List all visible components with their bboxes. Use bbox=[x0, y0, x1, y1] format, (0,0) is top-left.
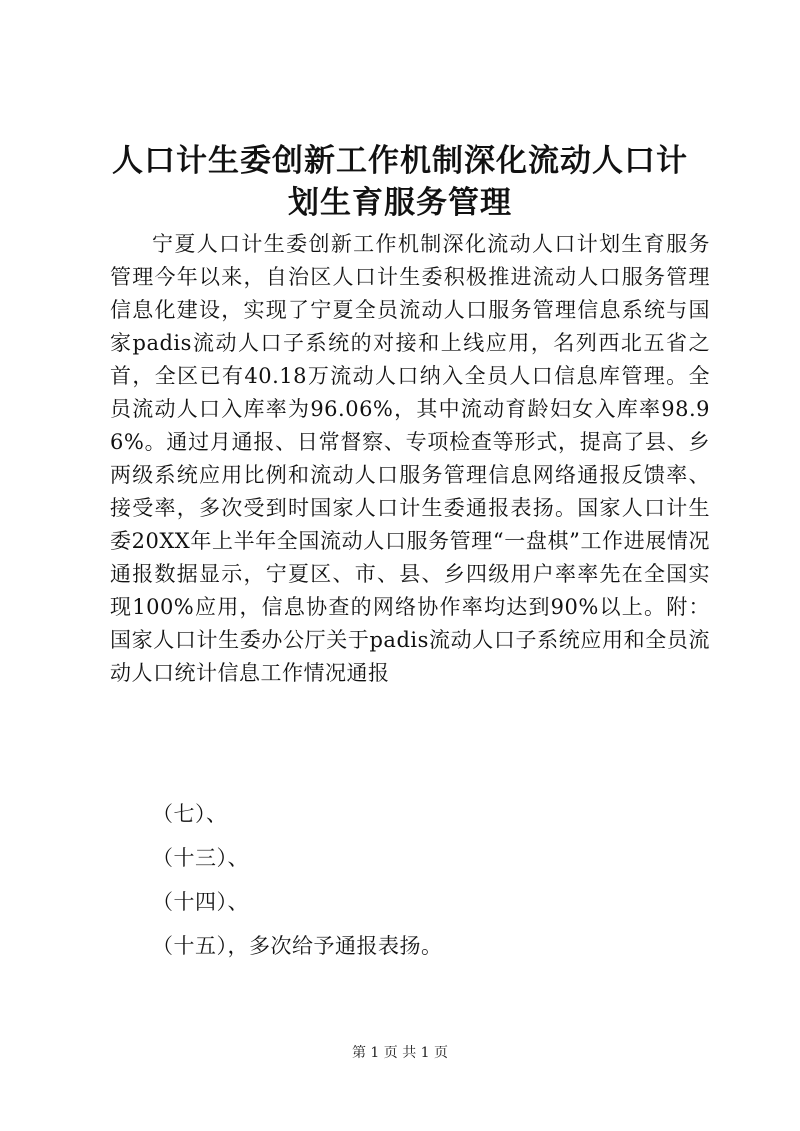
notice-list bbox=[152, 792, 712, 968]
list-item: （十五），多次给予通报表扬。 bbox=[152, 934, 443, 958]
document-title: 人口计生委创新工作机制深化流动人口计划生育服务管理 bbox=[112, 143, 688, 221]
body-paragraph: 宁夏人口计生委创新工作机制深化流动人口计划生育服务管理今年以来，自治区人口计生委积极推进流动人口服务管理信息化建设，实现了宁夏全员流动人口服务管理信息系统与国家padis流动人口子系统的对接和上线应用，名列西北五省之首，全区已有40.18万流动人口纳入全员人口信息库管理。全员流动人口入库率为96.06%，其中流动育龄妇女入库率98.96%。通过月通报、日常督察、专项检查等形式，提高了县、乡两级系统应用比例和流动人口服务管理信息网络通报反馈率、接受率，多次受到时国家人口计生委通报表扬。国家人口计生委20XX年上半年全国流动人口服务管理“一盘棋”工作进展情况通报数据显示，宁夏区、市、县、乡四级用户率率先在全国实现100%应用，信息协查的网络协作率均达到90%以上。附：国家人口计生委办公厅关于padis流动人口子系统应用和全员流动人口统计信息工作情况通报 bbox=[110, 232, 710, 685]
list-item: （十三）、 bbox=[152, 846, 249, 870]
list-item: （七）、 bbox=[152, 802, 228, 826]
list-item: （十四）、 bbox=[152, 890, 249, 914]
page-number-footer: 第 1 页 共 1 页 bbox=[351, 1045, 449, 1061]
